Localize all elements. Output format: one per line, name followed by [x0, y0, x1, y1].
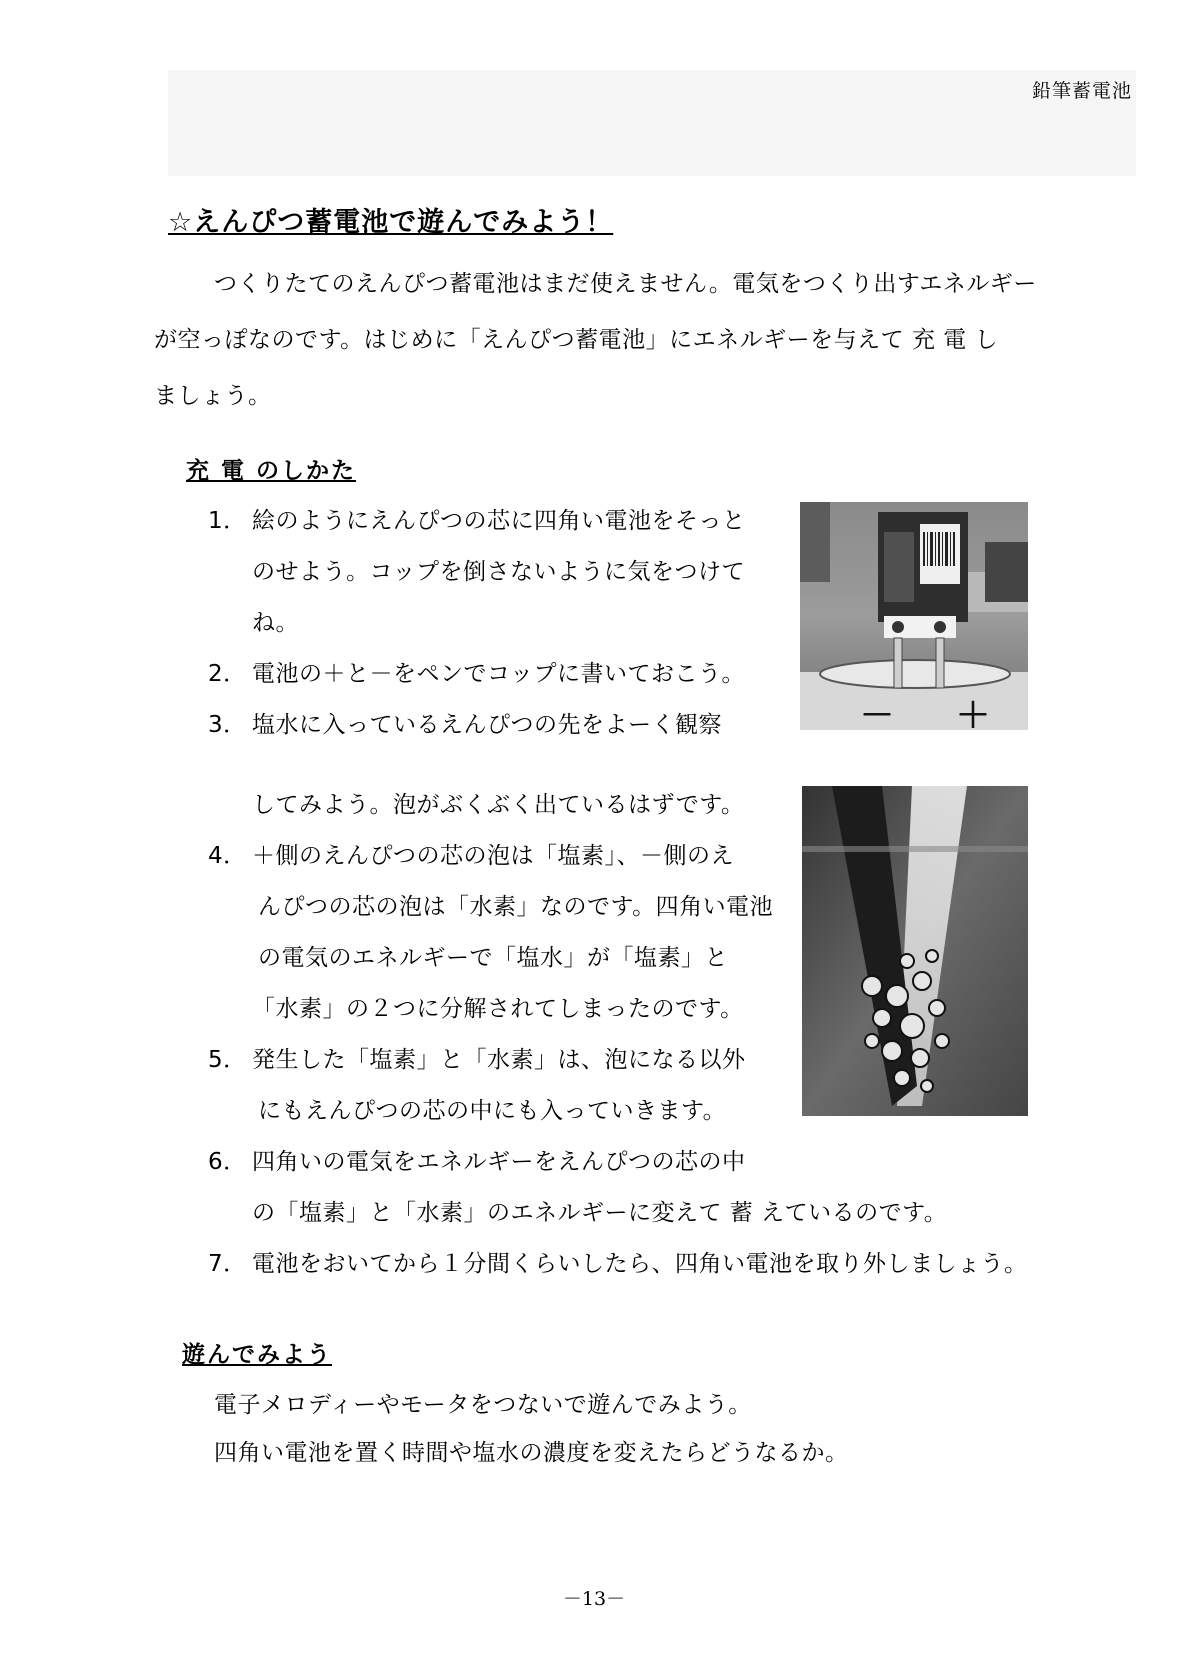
step-6	[208, 1143, 746, 1176]
step-6-cont: の「塩素」と「水素」のエネルギーに変えて 蓄 えているのです。	[252, 1200, 948, 1226]
step-number: 7．	[208, 1251, 247, 1277]
step-5-cont: にもえんぴつの芯の中にも入っていきます。	[258, 1098, 727, 1124]
step-5	[208, 1041, 746, 1074]
play-line: 四角い電池を置く時間や塩水の濃度を変えたらどうなるか。	[214, 1440, 849, 1466]
step-text: 電池をおいてから１分間くらいしたら、四角い電池を取り外しましょう。	[252, 1251, 1028, 1277]
step-number: 3．	[208, 712, 247, 738]
step-4	[208, 837, 734, 870]
step-number: 4．	[208, 843, 247, 869]
step-2	[208, 655, 745, 688]
step-text: 四角いの電気をエネルギーをえんぴつの芯の中	[252, 1149, 746, 1175]
step-number: 6．	[208, 1149, 247, 1175]
step-3-cont: してみよう。泡がぶくぶく出ているはずです。	[252, 792, 745, 818]
page-number: －13－	[562, 1588, 626, 1610]
step-4-cont: んぴつの芯の泡は「水素」なのです。四角い電池	[258, 894, 774, 920]
step-4-cont: の電気のエネルギーで「塩水」が「塩素」と	[258, 945, 728, 971]
step-number: 5．	[208, 1047, 247, 1073]
step-text: 電池の＋と－をペンでコップに書いておこう。	[252, 661, 746, 687]
step-text: ＋側のえんぴつの芯の泡は「塩素」、－側のえ	[252, 843, 734, 869]
page-title: ☆えんぴつ蓄電池で遊んでみよう！	[168, 207, 614, 238]
step-4-cont: 「水素」の２つに分解されてしまったのです。	[252, 996, 744, 1022]
step-7	[208, 1245, 1028, 1278]
step-1	[208, 502, 746, 535]
play-heading: 遊んでみよう	[182, 1342, 332, 1368]
step-1-cont: のせよう。コップを倒さないように気をつけて	[252, 559, 746, 585]
intro-line: つくりたてのえんぴつ蓄電池はまだ使えません。電気をつくり出すエネルギー	[214, 271, 1037, 297]
step-number: 1．	[208, 508, 247, 534]
minus-label: －	[860, 696, 894, 730]
play-line: 電子メロディーやモータをつないで遊んでみよう。	[214, 1392, 752, 1418]
step-text: 塩水に入っているえんぴつの先をよーく観察	[252, 712, 722, 738]
charging-heading: 充 電 のしかた	[186, 458, 357, 484]
step-text: 絵のようにえんぴつの芯に四角い電池をそっと	[252, 508, 746, 534]
battery-photo	[800, 502, 1028, 730]
step-text: 発生した「塩素」と「水素」は、泡になる以外	[252, 1047, 746, 1073]
header-label: 鉛筆蓄電池	[1031, 80, 1132, 102]
plus-label: ＋	[956, 696, 990, 730]
step-number: 2．	[208, 661, 247, 687]
step-1-cont: ね。	[252, 610, 299, 636]
intro-paragraph	[154, 256, 1054, 424]
intro-line: が空っぽなのです。はじめに「えんぴつ蓄電池」にエネルギーを与えて 充 電 し	[154, 327, 999, 353]
intro-line: ましょう。	[154, 383, 272, 409]
step-3	[208, 706, 722, 739]
bubbles-photo	[802, 786, 1028, 1116]
header-band	[168, 70, 1136, 176]
